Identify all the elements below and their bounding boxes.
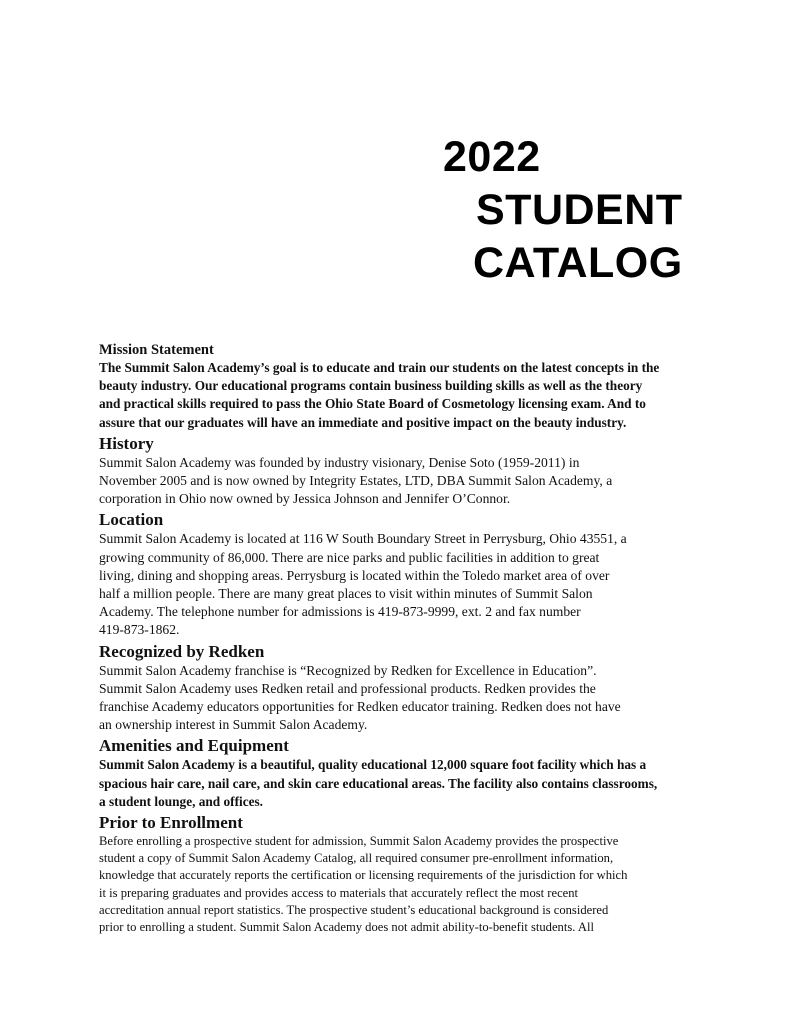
text-line: Summit Salon Academy is a beautiful, quality educational 12,000 square foot facility which has a [99, 757, 647, 773]
redken-text [99, 662, 719, 735]
section-location [99, 510, 719, 639]
title-student: STUDENT [476, 186, 683, 234]
text-line: living, dining and shopping areas. Perrysburg is located within the Toledo market area of over [99, 567, 610, 583]
text-line: knowledge that accurately reports the certification or licensing requirements of the jurisdiction for which [99, 868, 628, 883]
section-amenities [99, 736, 719, 811]
text-line: student a copy of Summit Salon Academy Catalog, all required consumer pre-enrollment information, [99, 851, 614, 866]
text-line: Summit Salon Academy franchise is “Recognized by Redken for Excellence in Education”. [99, 662, 597, 678]
text-line: accreditation annual report statistics. The prospective student’s educational background is considered [99, 902, 609, 917]
title-catalog: CATALOG [473, 239, 683, 287]
text-line: November 2005 and is now owned by Integrity Estates, LTD, DBA Summit Salon Academy, a [99, 473, 613, 489]
section-enrollment [99, 813, 719, 936]
mission-text [99, 359, 719, 432]
section-redken [99, 642, 719, 735]
text-line: franchise Academy educators opportunities for Redken educator training. Redken does not have [99, 699, 621, 715]
text-line: Summit Salon Academy was founded by industry visionary, Denise Soto (1959-2011) in [99, 454, 580, 470]
amenities-text [99, 756, 719, 811]
text-line: an ownership interest in Summit Salon Academy. [99, 717, 368, 733]
history-text [99, 454, 719, 509]
text-line: The Summit Salon Academy’s goal is to educate and train our students on the latest concepts in the [99, 360, 660, 375]
section-heading-redken: Recognized by Redken [99, 641, 265, 661]
section-heading-location: Location [99, 510, 164, 530]
text-line: and practical skills required to pass the Ohio State Board of Cosmetology licensing exam. And to [99, 396, 646, 412]
text-line: Before enrolling a prospective student for admission, Summit Salon Academy provides the prospective [99, 834, 619, 849]
text-line: Summit Salon Academy is located at 116 W South Boundary Street in Perrysburg, Ohio 43551, a [99, 531, 627, 547]
title-year: 2022 [443, 133, 541, 181]
text-line: it is preparing graduates and provides access to materials that accurately reflect the most recent [99, 885, 579, 900]
text-line: 419-873-1862. [99, 622, 180, 638]
text-line: Academy. The telephone number for admissions is 419-873-9999, ext. 2 and fax number [99, 604, 581, 620]
section-heading-history: History [99, 433, 154, 453]
section-history [99, 434, 719, 509]
location-text [99, 530, 719, 639]
text-line: half a million people. There are many great places to visit within minutes of Summit Salon [99, 586, 593, 602]
text-line: prior to enrolling a student. Summit Salon Academy does not admit ability-to-benefit students. All [99, 920, 594, 935]
text-line: growing community of 86,000. There are nice parks and public facilities in addition to great [99, 549, 600, 565]
text-line: assure that our graduates will have an immediate and positive impact on the beauty industry. [99, 414, 627, 430]
section-mission [99, 342, 719, 432]
text-line: beauty industry. Our educational programs contain business building skills as well as the theory [99, 378, 643, 394]
text-line: corporation in Ohio now owned by Jessica Johnson and Jennifer O’Connor. [99, 491, 511, 507]
section-heading-mission: Mission Statement [99, 342, 214, 358]
text-line: Summit Salon Academy uses Redken retail and professional products. Redken provides the [99, 680, 596, 696]
section-heading-enrollment: Prior to Enrollment [99, 813, 243, 833]
text-line: a student lounge, and offices. [99, 793, 264, 809]
enrollment-text [99, 833, 719, 936]
text-line: spacious hair care, nail care, and skin care educational areas. The facility also contains classrooms, [99, 775, 658, 791]
catalog-body [99, 342, 719, 936]
section-heading-amenities: Amenities and Equipment [99, 736, 289, 756]
